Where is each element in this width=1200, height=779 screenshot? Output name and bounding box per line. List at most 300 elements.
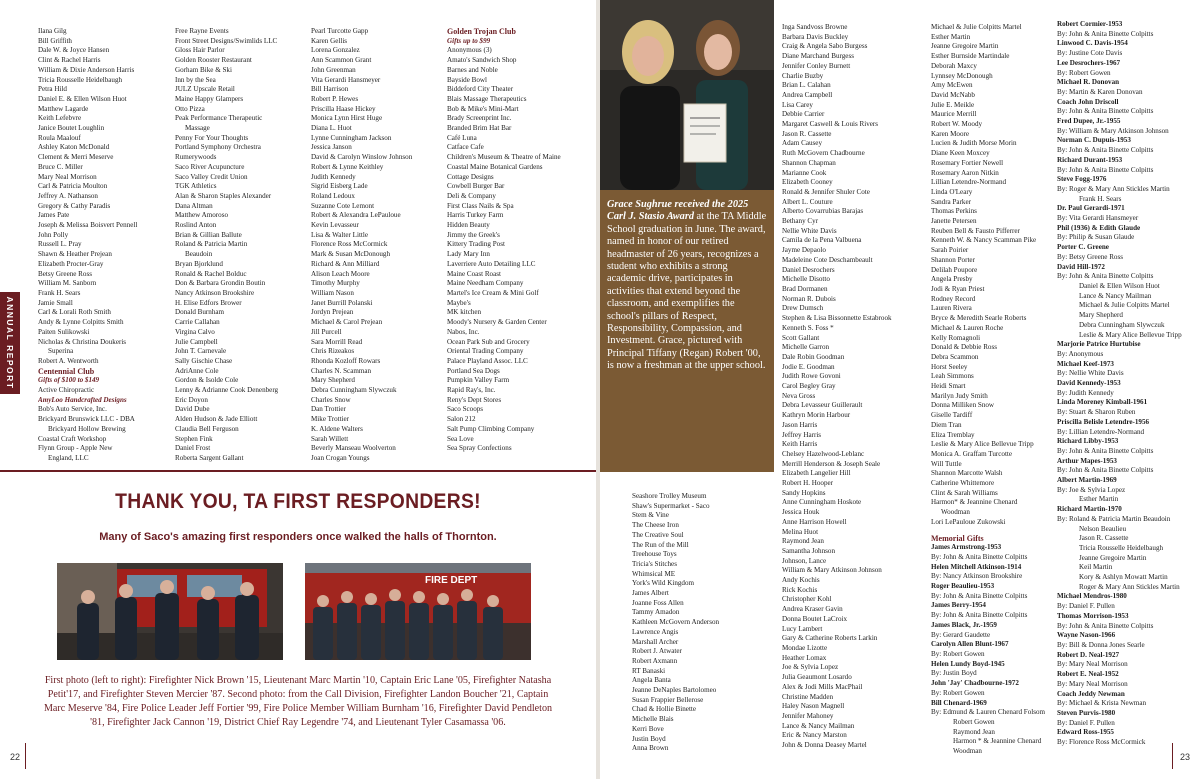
donor-name: Nabos, Inc. bbox=[447, 327, 480, 336]
donor-name: Vita Gerardi Hansmeyer bbox=[311, 75, 381, 84]
donor-name: Harmon* & Jeannine Chenard bbox=[931, 498, 1018, 507]
donor-name: Angela Presby bbox=[931, 275, 973, 284]
memorial-donor: Esther Martin bbox=[1079, 495, 1119, 504]
donor-name: Daniel Frost bbox=[175, 444, 211, 453]
memorial-name: Helen Lundy Boyd-1945 bbox=[931, 659, 1005, 668]
donor-name: Sea Love bbox=[447, 434, 474, 443]
memorial-donor: Debra Cunningham Slywczuk bbox=[1079, 320, 1165, 329]
memorial-donor: Michael & Julie Colpitts Martel bbox=[1079, 301, 1170, 310]
donor-name: Elizabeth Procter-Gray bbox=[38, 259, 104, 268]
donor-name: Claudia Bell Ferguson bbox=[175, 424, 239, 433]
donor-name: Ocean Park Sub and Grocery bbox=[447, 337, 530, 346]
donor-name: Jennifer Mahoney bbox=[782, 711, 834, 720]
donor-name: Rapid Ray's, Inc. bbox=[447, 386, 496, 395]
firefighters-photo-2 bbox=[305, 563, 531, 660]
donor-name: Amy McEwen bbox=[931, 81, 973, 90]
donor-name: Mark & Susan McDonough bbox=[311, 250, 391, 259]
memorial-name: Steven Purvis-1980 bbox=[1057, 708, 1116, 717]
grace-award-box bbox=[600, 190, 774, 472]
memorial-donor: Tricia Rousselle Heidelbaugh bbox=[1079, 543, 1164, 552]
donor-name: Bill Harrison bbox=[311, 85, 349, 94]
memorial-donor: By: Mary Neal Morrison bbox=[1057, 660, 1128, 669]
donor-name: Dana Altman bbox=[175, 201, 213, 210]
donor-name: Clint & Sarah Williams bbox=[931, 488, 998, 497]
donor-name: Peak Performance Therapeutic bbox=[175, 114, 263, 123]
donor-name: Branded Brim Hat Bar bbox=[447, 124, 512, 133]
donor-name: Robert & Lynne Keithley bbox=[311, 162, 384, 171]
memorial-donor: By: John & Anita Binette Colpitts bbox=[1057, 146, 1154, 155]
donor-name: Clint & Rachel Harris bbox=[38, 56, 101, 65]
donor-name: Sarah Poirier bbox=[931, 246, 969, 255]
donor-name: Albert L. Couture bbox=[782, 197, 833, 206]
donor-name: Ann Scammon Grant bbox=[311, 56, 372, 65]
donor-name: Joseph & Melissa Boisvert Pennell bbox=[38, 221, 138, 230]
donor-name: Neva Gross bbox=[782, 391, 816, 400]
memorial-name: Carolyn Allen Blunt-1967 bbox=[931, 640, 1009, 649]
donor-name: Robert & Alexandra LePauloue bbox=[311, 211, 401, 220]
donor-name: Michael & Lauren Roche bbox=[931, 323, 1004, 332]
donor-name: Elizabeth Langelier Hill bbox=[782, 469, 851, 478]
donor-name: Brady Screenprint Inc. bbox=[447, 114, 512, 123]
donor-name: Roslind Anton bbox=[175, 221, 217, 230]
donor-name: Eliza Tremblay bbox=[931, 430, 975, 439]
donor-name: Thomas Perkins bbox=[931, 207, 977, 216]
donor-name: Russell L. Pray bbox=[38, 240, 82, 249]
donor-name: Coastal Maine Botanical Gardens bbox=[447, 162, 543, 171]
donor-name: Superina bbox=[48, 347, 74, 356]
memorial-donor: By: Stuart & Sharon Ruben bbox=[1057, 408, 1136, 417]
donor-name: Margaret Caswell & Louis Rivers bbox=[782, 120, 879, 129]
memorial-name: Thomas Morrison-1953 bbox=[1057, 611, 1129, 620]
donor-name: Suzanne Cote Lemont bbox=[311, 201, 375, 210]
donor-name: Active Chiropractic bbox=[38, 386, 95, 395]
donor-name: Jennifer Conley Burnett bbox=[782, 61, 851, 70]
grace-award-body: at the TA Middle School graduation in June. The award, named in honor of our retired headmaster of 26 years, recognizes a student who exhibits a strong academic drive, participates in activities that extend beyond the classroom, and exemplifies the school's pillars of Respect, Responsibility, Compassion, and Investment. Grace, pictured with Principal Tiffany (Regan) Robert '00, is now a freshman at the upper school. bbox=[607, 211, 767, 372]
donor-name: Clement & Merri Meserve bbox=[38, 153, 114, 162]
donor-name: Whimsical ME bbox=[632, 569, 676, 578]
memorial-donor: Mary Shepherd bbox=[1079, 311, 1123, 320]
donor-name: Anonymous (3) bbox=[447, 46, 492, 55]
memorial-name: Edward Ross-1955 bbox=[1057, 728, 1114, 737]
donor-name: Stem & Vine bbox=[632, 511, 669, 520]
donor-name: Nancy Atkinson Brookshire bbox=[175, 288, 255, 297]
donor-name: Brian & Gillian Ballute bbox=[175, 230, 242, 239]
donor-name: Brickyard Brunswick LLC - DBA bbox=[38, 415, 135, 424]
donor-name: AdriAnne Cole bbox=[175, 366, 219, 375]
memorial-donor: By: John & Anita Binette Colpitts bbox=[1057, 446, 1154, 455]
donor-name: Lawrence Angis bbox=[632, 627, 679, 636]
donor-name: Donna Milliken Snow bbox=[931, 401, 995, 410]
donor-name: Barnes and Noble bbox=[447, 65, 498, 74]
memorial-name: Robert D. Neal-1927 bbox=[1057, 650, 1120, 659]
donor-name: The Run of the Mill bbox=[632, 540, 689, 549]
memorial-donor: By: John & Anita Binette Colpitts bbox=[1057, 29, 1154, 38]
donor-name: Lady Mary Inn bbox=[447, 250, 490, 259]
donor-name: Jason Harris bbox=[782, 420, 818, 429]
donor-name: Judith Kennedy bbox=[311, 172, 356, 181]
club-subheading: Gifts up to $99 bbox=[447, 36, 491, 45]
donor-name: William & Mary Atkinson Johnson bbox=[782, 566, 882, 575]
donor-name: David Dube bbox=[175, 405, 210, 414]
donor-name: Anna Brown bbox=[632, 744, 669, 753]
donor-name: Woodman bbox=[941, 508, 970, 517]
donor-column-c bbox=[931, 23, 1057, 757]
donor-name: Karen Moore bbox=[931, 129, 970, 138]
donor-name: Saco Scoops bbox=[447, 405, 484, 414]
donor-name: Christopher Kohl bbox=[782, 595, 832, 604]
donor-name: Angela Banta bbox=[632, 676, 671, 685]
donor-name: Maine Happy Glampers bbox=[175, 94, 244, 103]
donor-name: Biddeford City Theater bbox=[447, 85, 514, 94]
memorial-column-d bbox=[1057, 20, 1200, 748]
donor-name: Florence Ross McCormick bbox=[311, 240, 388, 249]
donor-name: Beverly Manseau Woolverton bbox=[311, 444, 396, 453]
donor-name: Heidi Smart bbox=[931, 382, 966, 391]
donor-column-1 bbox=[38, 27, 162, 464]
donor-name: Reny's Dept Stores bbox=[447, 395, 502, 404]
donor-name: Pumpkin Valley Farm bbox=[447, 376, 510, 385]
club-subheading: Gifts of $100 to $149 bbox=[38, 376, 100, 385]
donor-name: Marianne Cook bbox=[782, 168, 827, 177]
donor-name: Giselle Tardiff bbox=[931, 411, 973, 420]
donor-name: Ronald & Rachel Bolduc bbox=[175, 269, 247, 278]
donor-name: Brickyard Hollow Brewing bbox=[48, 424, 126, 433]
memorial-name: Robert Cormier-1953 bbox=[1057, 20, 1123, 28]
donor-name: John & Donna Deasey Martel bbox=[782, 741, 867, 750]
donor-name: Cowbell Burger Bar bbox=[447, 182, 505, 191]
donor-name: Jodie E. Goodman bbox=[782, 362, 835, 371]
donor-name: Saco River Acupuncture bbox=[175, 162, 245, 171]
donor-name: Norman R. Dubois bbox=[782, 294, 836, 303]
memorial-donor: By: Justin Boyd bbox=[931, 669, 977, 678]
donor-name: Portland Symphony Orchestra bbox=[175, 143, 261, 152]
memorial-donor: Kory & Ashlyn Mowatt Martin bbox=[1079, 573, 1168, 582]
donor-name: Martel's Ice Cream & Mini Golf bbox=[447, 288, 539, 297]
donor-name: Laverriere Auto Detailing LLC bbox=[447, 259, 536, 268]
donor-name: Robert A. Wentworth bbox=[38, 356, 99, 365]
memorial-name: John 'Jay' Chadbourne-1972 bbox=[931, 679, 1019, 688]
donor-name: Gorham Bike & Ski bbox=[175, 65, 232, 74]
donor-name: Rick Kochis bbox=[782, 585, 818, 594]
donor-name: Will Tuttle bbox=[931, 459, 962, 468]
donor-name: Jeanne Gregoire Martin bbox=[931, 42, 999, 51]
donor-name: Jeffrey A. Nathanson bbox=[38, 191, 98, 200]
memorial-donor: Daniel & Ellen Wilson Huot bbox=[1079, 281, 1160, 290]
donor-name: Children's Museum & Theatre of Maine bbox=[447, 153, 561, 162]
donor-name: Bruce C. Miller bbox=[38, 162, 83, 171]
memorial-name: Phil (1936) & Edith Glaude bbox=[1057, 223, 1141, 232]
donor-name: Marilyn Judy Smith bbox=[931, 391, 988, 400]
memorial-name: James Armstrong-1953 bbox=[931, 543, 1002, 552]
donor-name: Johnson, Lance bbox=[782, 556, 827, 565]
donor-name: Chris Rizeakos bbox=[311, 347, 355, 356]
memorial-donor: By: William & Mary Atkinson Johnson bbox=[1057, 126, 1169, 135]
memorial-donor: By: John & Anita Binette Colpitts bbox=[1057, 272, 1154, 281]
donor-name: K. Aldene Walters bbox=[311, 424, 363, 433]
memorial-donor: By: Mary Neal Morrison bbox=[1057, 679, 1128, 688]
donor-name: Sandy Hopkins bbox=[782, 488, 826, 497]
donor-name: Roberta Sargent Gallant bbox=[175, 453, 244, 462]
donor-name: York's Wild Kingdom bbox=[632, 579, 695, 588]
donor-name: Rhonda Kozloff Rowars bbox=[311, 356, 381, 365]
memorial-name: Linda Moreney Kimball-1961 bbox=[1057, 398, 1148, 407]
donor-name: Craig & Angela Sabo Burgess bbox=[782, 42, 868, 51]
memorial-donor: Roger & Mary Ann Stickles Martin bbox=[1079, 582, 1180, 591]
memorial-donor: By: Martin & Karen Donovan bbox=[1057, 87, 1143, 96]
donor-name: Portland Sea Dogs bbox=[447, 366, 500, 375]
donor-name: Samantha Johnson bbox=[782, 546, 836, 555]
donor-name: Don & Barbara Grondin Boutin bbox=[175, 279, 266, 288]
donor-name: Lillian Letendre-Normand bbox=[931, 178, 1007, 187]
donor-name: Andy Kochis bbox=[782, 576, 820, 585]
donor-name: Jessica Houk bbox=[782, 508, 820, 517]
donor-column-b bbox=[782, 23, 928, 751]
donor-name: Anne Harrison Howell bbox=[782, 517, 847, 526]
donor-name: Nicholas & Christina Doukeris bbox=[38, 337, 127, 346]
donor-name: Scott Gallant bbox=[782, 333, 820, 342]
donor-name: Matthew Amoroso bbox=[175, 211, 229, 220]
donor-name: Rodney Record bbox=[931, 294, 976, 303]
donor-name: Sigrid Eisberg Lade bbox=[311, 182, 368, 191]
memorial-donor: By: John & Anita Binette Colpitts bbox=[1057, 621, 1154, 630]
donor-name: Esther Burnside Martindale bbox=[931, 52, 1010, 61]
donor-name: Palace Playland Assoc. LLC bbox=[447, 356, 528, 365]
donor-name: Kenneth S. Foss * bbox=[782, 323, 834, 332]
donor-name: Carl & Lorali Roth Smith bbox=[38, 308, 111, 317]
memorial-donor: Jeanne Gregoire Martin bbox=[1079, 553, 1147, 562]
donor-name: Lauren Rivera bbox=[931, 304, 972, 313]
donor-name: Lorena Gonzalez bbox=[311, 46, 360, 55]
donor-name: Leslie & Mary Alice Bellevue Tripp bbox=[931, 440, 1034, 449]
memorial-name: Lee Desrochers-1967 bbox=[1057, 58, 1121, 67]
donor-name: John Polly bbox=[38, 230, 69, 239]
donor-name: Sally Gischie Chase bbox=[175, 356, 233, 365]
donor-name: Shannon Chapman bbox=[782, 158, 836, 167]
donor-name: Free Rayne Events bbox=[175, 27, 229, 35]
donor-name: Alden Hudson & Jade Elliott bbox=[175, 415, 258, 424]
donor-name: Blais Massage Therapeutics bbox=[447, 94, 527, 103]
donor-name: Kerri Bove bbox=[632, 724, 664, 733]
club-heading: Golden Trojan Club bbox=[447, 27, 516, 36]
memorial-donor: By: Justine Cote Davis bbox=[1057, 49, 1123, 58]
donor-name: Judith Rowe Govoni bbox=[782, 372, 841, 381]
memorial-donor: Harmon * & Jeannine Chenard bbox=[953, 737, 1042, 746]
page-number-bar bbox=[1172, 743, 1173, 769]
donor-name: Virgina Calvo bbox=[175, 327, 215, 336]
donor-name: Lucy Lambert bbox=[782, 624, 823, 633]
donor-name: Bob & Mike's Mini-Mart bbox=[447, 104, 519, 113]
donor-name: Bryce & Meredith Searle Roberts bbox=[931, 314, 1027, 323]
donor-name: Heather Lomax bbox=[782, 653, 827, 662]
memorial-name: Richard Durant-1953 bbox=[1057, 155, 1123, 164]
donor-name: Tammy Amadon bbox=[632, 608, 680, 617]
donor-name: Kathleen McGovern Anderson bbox=[632, 618, 720, 627]
donor-name: Andrea Kraser Gavin bbox=[782, 605, 843, 614]
donor-name: Keith Harris bbox=[782, 440, 818, 449]
donor-name: Beaudoin bbox=[185, 250, 213, 259]
donor-name: Chelsey Hazelwood-Leblanc bbox=[782, 449, 865, 458]
donor-name: Julia Geaumont Losardo bbox=[782, 673, 852, 682]
donor-name: Anne Cunningham Hoskote bbox=[782, 498, 862, 507]
donor-name: Drew Dumsch bbox=[782, 304, 824, 313]
donor-name: Matthew Lagarde bbox=[38, 104, 89, 113]
donor-name: Esther Martin bbox=[931, 32, 971, 41]
memorial-donor: By: Nancy Atkinson Brookshire bbox=[931, 572, 1023, 581]
donor-name: Rosemary Fortier Newell bbox=[931, 158, 1004, 167]
memorial-donor: Leslie & Mary Alice Bellevue Tripp bbox=[1079, 330, 1182, 339]
donor-name: Bill Griffith bbox=[38, 36, 72, 45]
firefighters-photo-2-art bbox=[305, 563, 531, 660]
memorial-donor: By: Daniel F. Pullen bbox=[1057, 718, 1115, 727]
memorial-donor: Nelson Beaulieu bbox=[1079, 524, 1127, 533]
donor-name: Oriental Trading Company bbox=[447, 347, 524, 356]
donor-name: Kelly Romagnoli bbox=[931, 333, 981, 342]
memorial-donor: Robert Gowen bbox=[953, 717, 995, 726]
truck-lettering: FIRE DEPT bbox=[425, 575, 478, 586]
memorial-donor: By: Nellie White Davis bbox=[1057, 369, 1124, 378]
donor-name: Eric Doyon bbox=[175, 395, 208, 404]
donor-name: Ilana Gilg bbox=[38, 27, 67, 35]
donor-name: Maine Coast Roast bbox=[447, 269, 501, 278]
memorial-donor: By: John & Anita Binette Colpitts bbox=[1057, 165, 1154, 174]
donor-name: The Creative Soul bbox=[632, 530, 684, 539]
donor-name: Diane Marchand Burgess bbox=[782, 52, 854, 61]
memorial-donor: By: Michael & Krista Newman bbox=[1057, 699, 1147, 708]
donor-name: Robert H. Hooper bbox=[782, 479, 834, 488]
donor-name: Karen Gellis bbox=[311, 36, 348, 45]
donor-name: Susan Frappier Bellerose bbox=[632, 695, 704, 704]
section-divider bbox=[0, 470, 596, 472]
donor-name: Mary Shepherd bbox=[311, 376, 355, 385]
donor-name: David McNabb bbox=[931, 90, 975, 99]
donor-name: Eric & Nancy Marston bbox=[782, 731, 847, 740]
donor-column-2 bbox=[175, 27, 310, 464]
memorial-donor: Lance & Nancy Mailman bbox=[1079, 291, 1152, 300]
memorial-name: Helen Mitchell Atkinson-1914 bbox=[931, 562, 1022, 571]
donor-name: Inn by the Sea bbox=[175, 75, 216, 84]
page-number: 22 bbox=[10, 752, 21, 762]
donor-name: Robert J. Atwater bbox=[632, 647, 682, 656]
donor-name: Roland & Patricia Martin bbox=[175, 240, 248, 249]
memorial-donor: By: John & Anita Binette Colpitts bbox=[931, 591, 1028, 600]
memorial-name: Michael Keef-1973 bbox=[1057, 359, 1114, 368]
donor-name: Robert P. Hewes bbox=[311, 94, 359, 103]
memorial-donor: Keil Martin bbox=[1079, 563, 1113, 572]
donor-name: Dan Trottier bbox=[311, 405, 346, 414]
memorial-donor: By: Robert Gowen bbox=[931, 688, 985, 697]
donor-name: Timothy Murphy bbox=[311, 279, 360, 288]
donor-name: Camila de la Pena Valbuena bbox=[782, 236, 862, 245]
memorial-name: Roger Beaulieu-1953 bbox=[931, 582, 995, 591]
donor-name: Barbara Davis Buckley bbox=[782, 32, 849, 41]
donor-name: Gloss Hair Parlor bbox=[175, 46, 225, 55]
donor-name: Michelle Disotto bbox=[782, 275, 830, 284]
donor-name: Charles Snow bbox=[311, 395, 351, 404]
donor-name: Seashore Trolley Museum bbox=[632, 492, 707, 500]
donor-name: Lance & Nancy Mailman bbox=[782, 721, 855, 730]
donor-name: Lynne Cunningham Jackson bbox=[311, 133, 392, 142]
donor-name: Alan & Sharon Staples Alexander bbox=[175, 191, 272, 200]
donor-name: William & Dixie Anderson Harris bbox=[38, 65, 135, 74]
donor-name: James Pate bbox=[38, 211, 70, 220]
club-heading: Centennial Club bbox=[38, 366, 95, 376]
donor-name: Priscilla Haase Hickey bbox=[311, 104, 376, 113]
donor-name: Pearl Turcotte Gapp bbox=[311, 27, 369, 35]
donor-name: Cottage Designs bbox=[447, 172, 494, 181]
donor-name: Charles N. Scamman bbox=[311, 366, 372, 375]
donor-name: MK kitchen bbox=[447, 308, 482, 317]
memorial-name: Coach John Driscoll bbox=[1057, 97, 1119, 106]
donor-name: Keith Lefebvre bbox=[38, 114, 82, 123]
donor-name: Dale Robin Goodman bbox=[782, 352, 845, 361]
donor-name: Roula Maalouf bbox=[38, 133, 81, 142]
donor-name: Shannon Marcotte Walsh bbox=[931, 469, 1003, 478]
donor-name: Charlie Buzby bbox=[782, 71, 824, 80]
donor-name: Diana L. Huot bbox=[311, 124, 352, 133]
donor-name: Brian L. Calahan bbox=[782, 81, 831, 90]
donor-name: Coastal Craft Workshop bbox=[38, 434, 107, 443]
donor-name: Massage bbox=[185, 124, 210, 133]
donor-name: Mary Neal Morrison bbox=[38, 172, 97, 181]
donor-name: Jill Purcell bbox=[311, 327, 342, 336]
donor-name: England, LLC bbox=[48, 453, 89, 462]
page-number: 23 bbox=[1180, 752, 1191, 762]
firefighters-photo-1 bbox=[57, 563, 283, 660]
memorial-name: Wayne Nason-1966 bbox=[1057, 631, 1116, 640]
memorial-name: Michael R. Donovan bbox=[1057, 78, 1120, 87]
donor-name: Marshall Archer bbox=[632, 637, 679, 646]
donor-name: John T. Carnevale bbox=[175, 347, 227, 356]
donor-name: Monica A. Graffam Turcotte bbox=[931, 449, 1013, 458]
memorial-name: Porter C. Greene bbox=[1057, 243, 1109, 252]
memorial-name: Fred Dupee, Jr.-1955 bbox=[1057, 117, 1121, 126]
memorial-name: David Hill-1972 bbox=[1057, 262, 1105, 271]
donor-name: Jimmy the Greek's bbox=[447, 230, 500, 239]
donor-name: Maine Needham Company bbox=[447, 279, 524, 288]
donor-name: Debra Levasseur Guillerault bbox=[782, 401, 863, 410]
memorial-heading: Memorial Gifts bbox=[931, 533, 984, 543]
donor-name: Flynn Group - Apple New bbox=[38, 444, 113, 453]
donor-name: Merrill Henderson & Joseph Seale bbox=[782, 459, 881, 468]
memorial-donor: By: Robert Gowen bbox=[931, 650, 985, 658]
donor-name: Michelle Blais bbox=[632, 715, 674, 724]
donor-name: Otto Pizza bbox=[175, 104, 205, 113]
memorial-donor: By: John & Anita Binette Colpitts bbox=[1057, 466, 1154, 475]
donor-name: Joan Crogan Youngs bbox=[311, 453, 370, 462]
donor-name: Stephen Fink bbox=[175, 434, 213, 443]
donor-name: Bob's Auto Service, Inc. bbox=[38, 405, 107, 414]
donor-name: Lenny & Adrianne Cook Denenberg bbox=[175, 386, 279, 395]
donor-column-3 bbox=[311, 27, 446, 464]
memorial-name: Norman C. Dupuis-1953 bbox=[1057, 136, 1131, 145]
memorial-name: Marjorie Patrice Hurtubise bbox=[1057, 340, 1141, 349]
donor-name: Catherine Whittemore bbox=[931, 479, 995, 488]
donor-name: First Class Nails & Spa bbox=[447, 201, 514, 210]
donor-name: Daniel E. & Ellen Wilson Huot bbox=[38, 94, 127, 103]
donor-name: Mondae Lizotte bbox=[782, 644, 828, 652]
donor-name: Moody's Nursery & Garden Center bbox=[447, 318, 547, 327]
donor-name: Madeleine Cote Deschambeault bbox=[782, 255, 873, 264]
memorial-donor: By: Judith Kennedy bbox=[1057, 388, 1114, 397]
donor-name: Janet Burrill Polanski bbox=[311, 298, 373, 307]
donor-name: Jayme Depaolo bbox=[782, 246, 826, 255]
donor-name: Salt Pump Climbing Company bbox=[447, 424, 535, 433]
donor-name: Debra Scammon bbox=[931, 352, 979, 361]
donor-name: Justin Boyd bbox=[632, 734, 666, 743]
donor-name: Dale W. & Joyce Hansen bbox=[38, 46, 110, 55]
donor-name: Jeffrey Harris bbox=[782, 430, 822, 439]
donor-name: Linda O'Leary bbox=[931, 187, 973, 196]
